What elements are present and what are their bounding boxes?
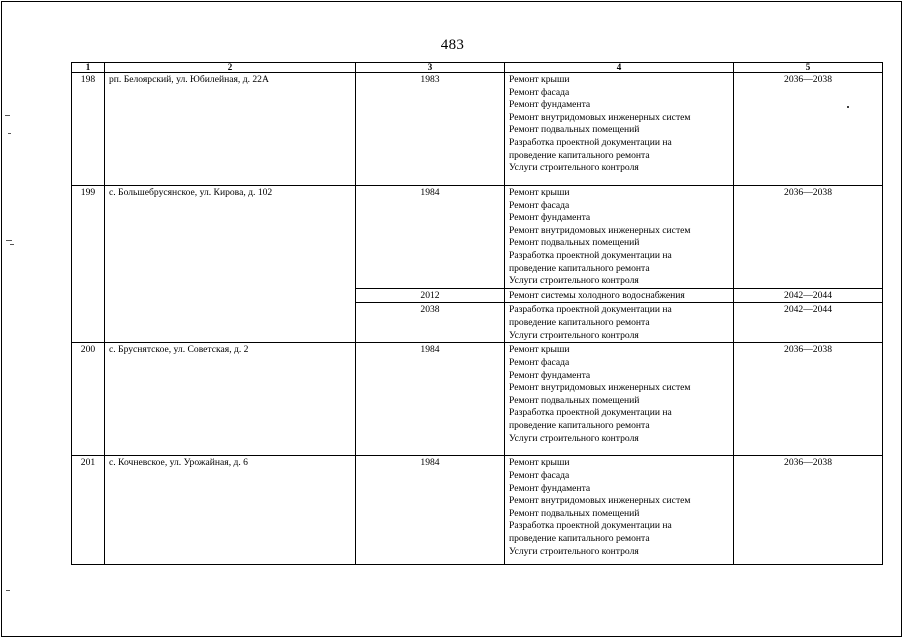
- work-item: Ремонт крыши: [509, 344, 570, 356]
- work-item: Ремонт фасада: [509, 356, 570, 368]
- work-item: Ремонт внутридомовых инженерных систем: [509, 495, 691, 507]
- work-item: Ремонт внутридомовых инженерных систем: [509, 224, 691, 236]
- work-item: Услуги строительного контроля: [509, 432, 639, 444]
- work-item: Ремонт системы холодного водоснабжения: [509, 289, 685, 301]
- work-item: Ремонт подвальных помещений: [509, 237, 640, 249]
- address-cell: рп. Белоярский, ул. Юбилейная, д. 22А: [105, 73, 356, 186]
- repair-schedule-table: [71, 62, 883, 565]
- works-cell: [505, 73, 734, 186]
- year-cell: 1984: [356, 343, 505, 456]
- table-row: [72, 186, 883, 289]
- page-number: 483: [440, 37, 465, 53]
- header-cell-3: 3: [356, 63, 505, 73]
- row-number: 201: [72, 456, 105, 565]
- works-cell: [505, 288, 734, 303]
- work-item: Ремонт фасада: [509, 469, 570, 481]
- work-item: Разработка проектной документации на: [509, 136, 672, 148]
- work-item: проведение капитального ремонта: [509, 262, 650, 274]
- work-item: Услуги строительного контроля: [509, 329, 639, 341]
- period-cell: 2036—2038: [734, 456, 883, 565]
- scan-mark: [6, 590, 10, 591]
- period-cell: 2036—2038: [734, 343, 883, 456]
- year-cell: 2038: [356, 303, 505, 343]
- work-item: Ремонт внутридомовых инженерных систем: [509, 382, 691, 394]
- year-cell: 1983: [356, 73, 505, 186]
- scan-mark: [5, 115, 10, 116]
- work-item: Ремонт подвальных помещений: [509, 124, 640, 136]
- scan-mark: [6, 240, 12, 241]
- row-number: 198: [72, 73, 105, 186]
- work-item: Ремонт фундамента: [509, 212, 591, 224]
- header-cell-1: 1: [72, 63, 105, 73]
- work-item: Ремонт подвальных помещений: [509, 507, 640, 519]
- scan-mark: [8, 133, 11, 134]
- work-item: Услуги строительного контроля: [509, 545, 639, 557]
- work-item: Ремонт крыши: [509, 187, 570, 198]
- work-item: Ремонт фасада: [509, 199, 570, 211]
- year-cell: 1984: [356, 456, 505, 565]
- table-row: [72, 73, 883, 186]
- work-item: проведение капитального ремонта: [509, 316, 650, 328]
- period-cell: 2036—2038: [734, 73, 883, 186]
- work-item: Ремонт внутридомовых инженерных систем: [509, 111, 691, 123]
- works-cell: [505, 303, 734, 343]
- table-row: [72, 343, 883, 456]
- header-cell-5: 5: [734, 63, 883, 73]
- header-cell-4: 4: [505, 63, 734, 73]
- work-item: Ремонт фундамента: [509, 482, 591, 494]
- address-cell: с. Кочневское, ул. Урожайная, д. 6: [105, 456, 356, 565]
- work-item: Ремонт крыши: [509, 457, 570, 469]
- works-cell: [505, 343, 734, 456]
- year-cell: 2012: [356, 288, 505, 303]
- period-cell: 2042—2044: [734, 288, 883, 303]
- row-number: 199: [72, 186, 105, 343]
- works-cell: [505, 186, 734, 289]
- work-item: Разработка проектной документации на: [509, 520, 672, 532]
- year-cell: 1984: [356, 186, 505, 289]
- table-row: [72, 456, 883, 565]
- work-item: Разработка проектной документации на: [509, 407, 672, 419]
- work-item: Разработка проектной документации на: [509, 249, 672, 261]
- scan-speck: [847, 106, 849, 108]
- period-cell: 2036—2038: [734, 186, 883, 289]
- work-item: Ремонт фундамента: [509, 369, 591, 381]
- work-item: Ремонт подвальных помещений: [509, 394, 640, 406]
- work-item: проведение капитального ремонта: [509, 419, 650, 431]
- header-row: [72, 63, 883, 73]
- work-item: Услуги строительного контроля: [509, 275, 639, 287]
- header-cell-2: 2: [105, 63, 356, 73]
- row-number: 200: [72, 343, 105, 456]
- address-cell: с. Большебрусянское, ул. Кирова, д. 102: [105, 186, 356, 343]
- address-cell: с. Бруснятское, ул. Советская, д. 2: [105, 343, 356, 456]
- period-cell: 2042—2044: [734, 303, 883, 343]
- work-item: Ремонт крыши: [509, 74, 570, 85]
- work-item: проведение капитального ремонта: [509, 532, 650, 544]
- work-item: проведение капитального ремонта: [509, 149, 650, 161]
- scan-mark: [10, 244, 14, 245]
- work-item: Ремонт фасада: [509, 86, 570, 98]
- work-item: Услуги строительного контроля: [509, 162, 639, 174]
- work-item: Ремонт фундамента: [509, 99, 591, 111]
- work-item: Разработка проектной документации на: [509, 304, 672, 316]
- works-cell: [505, 456, 734, 565]
